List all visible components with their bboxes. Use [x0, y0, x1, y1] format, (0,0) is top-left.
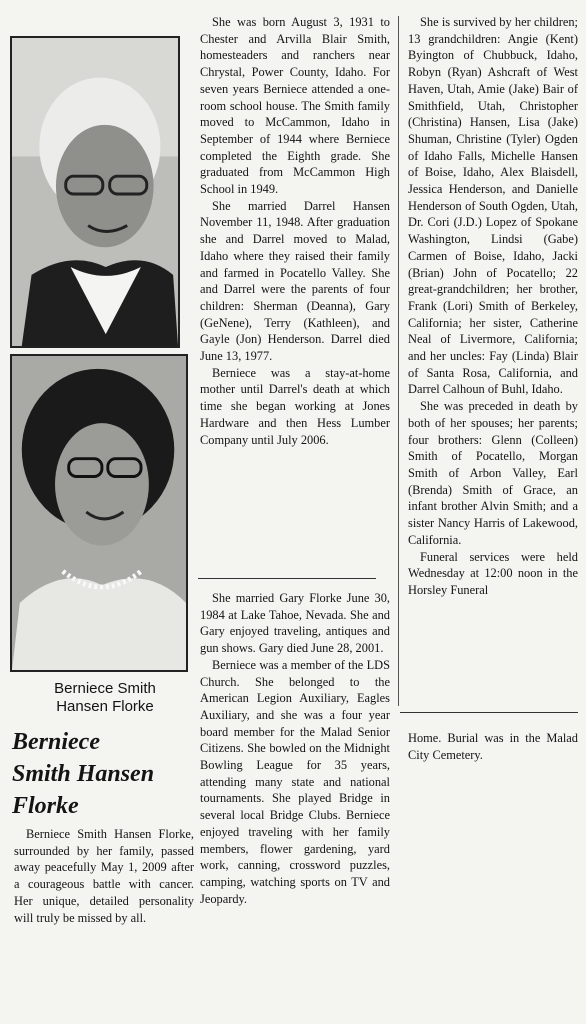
column-2-upper-text: [200, 14, 390, 448]
headline-line-2: Smith Hansen: [12, 761, 155, 787]
portrait-photo-younger: [10, 354, 188, 672]
paragraph-activities: Berniece was a member of the LDS Church. She belonged to the American Legion Auxiliary, Eagles Auxiliary, and she was a four year board member for the Malad Senior Citizens. She bowled on the Midnight Bowling League for 35 years, attending many state and national tournaments. She played Bridge in several local Bridge Clubs. Berniece enjoyed traveling with her family members, flower gardening, yard work, canning, crossword puzzles, camping, watching sports on TV and Jeopardy.: [200, 657, 390, 906]
caption-line-1: Berniece Smith: [54, 680, 156, 697]
paragraph-intro: Berniece Smith Hansen Florke, surrounded by her family, passed away peacefully May 1, 2009 after a courageous battle with cancer. Her unique, detailed personality will truly be missed by all.: [14, 827, 194, 925]
photo-caption: [10, 680, 200, 716]
headline-line-3: Florke: [12, 793, 79, 819]
column-2-lower-text: [200, 590, 390, 907]
paragraph-burial: Home. Burial was in the Malad City Cemetery.: [408, 731, 578, 762]
column-divider-horizontal-2: [400, 712, 578, 713]
paragraph-second-marriage: She married Gary Florke June 30, 1984 at Lake Tahoe, Nevada. She and Gary enjoyed traveling, antiques and gun shows. Gary died June 28, 2001.: [200, 591, 390, 656]
obituary-headline: [12, 726, 202, 822]
paragraph-first-marriage: She married Darrel Hansen November 11, 1948. After graduation she and Darrel moved to Malad, Idaho where they raised their family and farmed in Pocatello Valley. She and Darrel were the parents of four children: Sherman (Deanna), Gary (GeNene), Terry (Kathleen), and Gayle (Jon) Henderson. Darrel died June 13, 1977.: [200, 198, 390, 364]
portrait-younger-image: [12, 356, 186, 670]
column-1-text: [14, 826, 194, 926]
column-3-upper-text: [408, 14, 578, 599]
portrait-older-image: [12, 38, 178, 346]
paragraph-work: Berniece was a stay-at-home mother until Darrel's death at which time she began working at Jones Hardware and then Hess Lumber Company until July 2006.: [200, 365, 390, 447]
bottom-edge-artifact: [0, 1012, 586, 1024]
headline-line-1: Berniece: [12, 729, 100, 755]
caption-line-2: Hansen Florke: [56, 698, 154, 715]
paragraph-survivors: She is survived by her children; 13 grandchildren: Angie (Kent) Byington of Chubbuck, Idaho, Robyn (Ryan) Ashcraft of West Haven, Utah, Amie (Jake) Bair of Smithfield, Utah, Christopher (Christina) Hansen, Lisa (Jake) Shuman, Christine (Tyler) Ogden of Idaho Falls, Michelle Hansen of Boise, Idaho, Alex Blaisdell, Jessica Henderson, and Danielle Henderson of South Ogden, Utah, Dr. Cori (J.D.) Lopez of Spokane Washington, Lindsi (Gabe) Carmen of Boise, Idaho, Jacki (Brian) John of Pocatello; 22 great-grandchildren; her brother, Frank (Lori) Smith of Berkeley, California; her sister, Catherine Neal of Livermore, California; and her uncles: Fay (Linda) Blair of Santa Rosa, California, and Darrel Calhoun of Buhl, Idaho.: [408, 15, 578, 397]
portrait-photo-older: [10, 36, 180, 348]
paragraph-funeral: Funeral services were held Wednesday at 12:00 noon in the Horsley Funeral: [408, 549, 578, 597]
column-divider-vertical: [398, 16, 399, 706]
paragraph-preceded: She was preceded in death by both of her spouses; her parents; four brothers: Glenn (Colleen) Smith of Pocatello, Morgan Smith of Arbon Valley, Earl (Brenda) Smith of Grace, an infant brother Alvin Smith; and a sister Nancy Harris of Lakewood, California.: [408, 399, 578, 547]
paragraph-birth: She was born August 3, 1931 to Chester and Arvilla Blair Smith, homesteaders and ranchers near Chrystal, Power County, Idaho. For seven years Berniece attended a one-room school house. The Smith family moved to McCammon, Idaho in September of 1944 where Berniece completed the Eighth grade. She graduated from McCammon High School in 1949.: [200, 15, 390, 197]
column-divider-horizontal: [198, 578, 376, 579]
column-3-lower-text: [408, 730, 578, 763]
